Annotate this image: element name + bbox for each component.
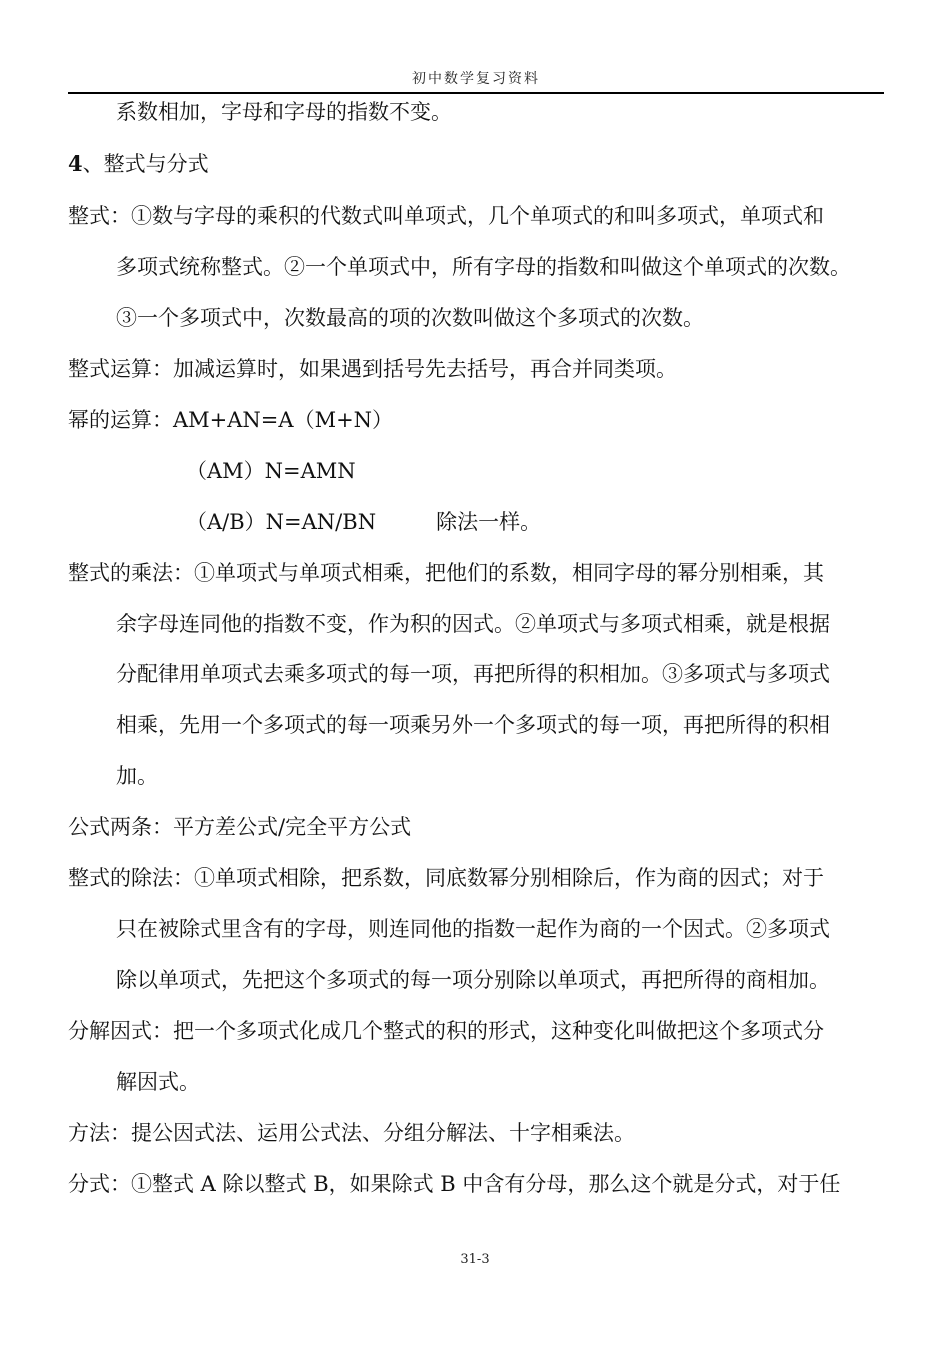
section-title: 、整式与分式 [82, 152, 209, 176]
section-number: 4 [68, 151, 83, 176]
text-line: 方法：提公因式法、运用公式法、分组分解法、十字相乘法。 [68, 1121, 635, 1145]
formula-line: 幂的运算：AM+AN=A（M+N） [68, 408, 394, 432]
text-line: 分解因式：把一个多项式化成几个整式的积的形式，这种变化叫做把这个多项式分 [68, 1019, 824, 1043]
text-line: 整式的除法：①单项式相除，把系数，同底数幂分别相除后，作为商的因式；对于 [68, 866, 824, 890]
text-line: 整式运算：加减运算时，如果遇到括号先去括号，再合并同类项。 [68, 357, 677, 381]
text-line: 分配律用单项式去乘多项式的每一项，再把所得的积相加。③多项式与多项式 [116, 662, 830, 686]
text-line: ③一个多项式中，次数最高的项的次数叫做这个多项式的次数。 [116, 306, 704, 330]
page-header: 初中数学复习资料 [412, 71, 540, 87]
formula-text: （A/B）N=AN/BN [186, 510, 377, 534]
header-rule [68, 92, 884, 94]
text-line: 整式的乘法：①单项式与单项式相乘，把他们的系数，相同字母的幂分别相乘，其 [68, 561, 824, 585]
section-heading [68, 149, 209, 179]
text-line: 公式两条：平方差公式/完全平方公式 [68, 815, 412, 839]
text-line: 整式：①数与字母的乘积的代数式叫单项式，几个单项式的和叫多项式，单项式和 [68, 204, 824, 228]
text-line: 多项式统称整式。②一个单项式中，所有字母的指数和叫做这个单项式的次数。 [116, 255, 851, 279]
formula-line: （AM）N=AMN [186, 459, 356, 483]
text-line: 余字母连同他的指数不变，作为积的因式。②单项式与多项式相乘，就是根据 [116, 612, 830, 636]
text-line: 除以单项式，先把这个多项式的每一项分别除以单项式，再把所得的商相加。 [116, 968, 830, 992]
page-number: 31-3 [460, 1252, 490, 1267]
formula-line [186, 507, 541, 537]
text-line: 加。 [116, 764, 158, 788]
text-line: 分式：①整式 A 除以整式 B，如果除式 B 中含有分母，那么这个就是分式，对于任 [68, 1172, 841, 1196]
formula-note: 除法一样。 [436, 510, 542, 534]
text-line: 系数相加，字母和字母的指数不变。 [116, 100, 452, 124]
text-line: 相乘，先用一个多项式的每一项乘另外一个多项式的每一项，再把所得的积相 [116, 713, 830, 737]
text-line: 解因式。 [116, 1070, 200, 1094]
text-line: 只在被除式里含有的字母，则连同他的指数一起作为商的一个因式。②多项式 [116, 917, 830, 941]
